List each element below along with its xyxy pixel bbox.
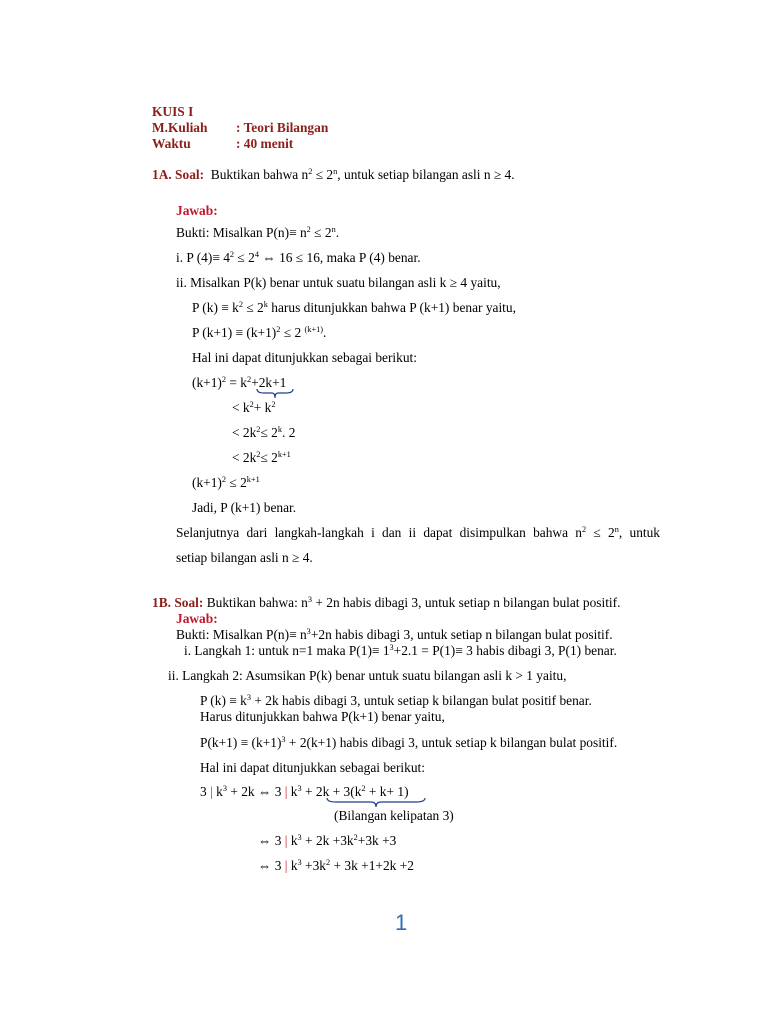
course-value: : Teori Bilangan xyxy=(236,120,329,135)
q1b-line-11: ⇔ 3 | $k^3 +3k^2 + 3k +1+2k +2$ xyxy=(258,858,414,873)
time-value: : 40 menit xyxy=(236,136,294,151)
q1b-line-3: ii. Langkah 2: Asumsikan P(k) benar untuk suatu bilangan asli k > 1 yaitu, xyxy=(168,668,567,683)
q1b-label: 1B. Soal: xyxy=(152,595,204,610)
q1a-line-9: < $2k^2\le 2^k$. 2 xyxy=(232,425,296,440)
q1a-line-5: P $(k+1) \equiv (k+1)^2 \le 2$ $^{(k+1)}$. xyxy=(192,325,327,340)
q1a-line-12: Jadi, P (k+1) benar. xyxy=(192,500,297,515)
quiz-title: KUIS I xyxy=(152,104,194,119)
q1b-line-1: Bukti: Misalkan $P(n)\equiv n^3+2n$ habis dibagi 3, untuk setiap n bilangan bulat positif. xyxy=(176,627,613,642)
q1a-line-14: setiap bilangan asli n ≥ 4. xyxy=(176,550,313,565)
time-label: Waktu xyxy=(152,136,191,151)
q1b-line-4: P $(k) \equiv k^3 + 2k$ habis dibagi 3, untuk setiap k bilangan bulat positif benar. xyxy=(200,693,592,708)
q1a-question: 1A. Soal: Buktikan bahwa $n^2 \le 2^n$, untuk setiap bilangan asli n ≥ 4. xyxy=(152,167,515,182)
q1a-line-3: ii. Misalkan P(k) benar untuk suatu bilangan asli k ≥ 4 yaitu, xyxy=(176,275,501,290)
q1b-line-8: 3 | $k^3 + 2k$ ⇔ 3 | $k^3 + 2k + 3(k^2 + k+ 1)$ xyxy=(200,784,409,799)
q1a-answer-label: Jawab: xyxy=(176,203,218,218)
q1b-line-2: i. Langkah 1: untuk n=1 maka $P(1)\equiv 1^3+2.1 = P(1)\equiv 3$ habis dibagi 3, P(1) benar. xyxy=(184,643,617,658)
q1a-underbrace xyxy=(256,388,294,400)
q1a-line-6: Hal ini dapat ditunjukkan sebagai berikut: xyxy=(192,350,417,365)
q1a-line-13: Selanjutnya dari langkah-langkah i dan ii dapat disimpulkan bahwa $n^2 \le 2^n$, untuk xyxy=(176,525,661,540)
q1b-line-7: Hal ini dapat ditunjukkan sebagai berikut: xyxy=(200,760,425,775)
page-number: 1 xyxy=(395,910,408,935)
q1b-question: 1B. Soal: Buktikan bahwa: $n^3 + 2n$ habis dibagi 3, untuk setiap n bilangan bulat positif. xyxy=(152,595,621,610)
q1a-line-4: P $(k) \equiv k^2 \le 2^k$ harus ditunjukkan bahwa P (k+1) benar yaitu, xyxy=(192,300,516,315)
q1b-line-9: (Bilangan kelipatan 3) xyxy=(334,808,454,823)
q1a-line-11: $(k+1)^2 \le 2^{k+1}$ xyxy=(192,475,260,490)
q1b-line-5: Harus ditunjukkan bahwa P(k+1) benar yaitu, xyxy=(200,709,445,724)
q1a-label: 1A. Soal: xyxy=(152,167,205,182)
course-label: M.Kuliah xyxy=(152,120,208,135)
q1a-line-10: < $2k^2\le 2^{k+1}$ xyxy=(232,450,291,465)
q1a-line-1: Bukti: Misalkan $P(n)\equiv n^2 \le 2^n$. xyxy=(176,225,340,240)
q1a-line-8: < $k^2+ k^2$ xyxy=(232,400,276,415)
q1a-line-2: i. P $(4)\equiv 4^2 \le 2^4$ ⇔ 16 ≤ 16, maka P (4) benar. xyxy=(176,250,421,265)
q1b-line-10: ⇔ 3 | $k^3 + 2k +3k^2+3k +3$ xyxy=(258,833,397,848)
q1b-line-6: $P(k+1) \equiv (k+1)^3 + 2(k+1)$ habis dibagi 3, untuk setiap k bilangan bulat positif. xyxy=(200,735,618,750)
q1b-answer-label: Jawab: xyxy=(176,611,218,626)
q1a-line-7: $(k+1)^2 = k^2+2k+1$ xyxy=(192,375,287,390)
